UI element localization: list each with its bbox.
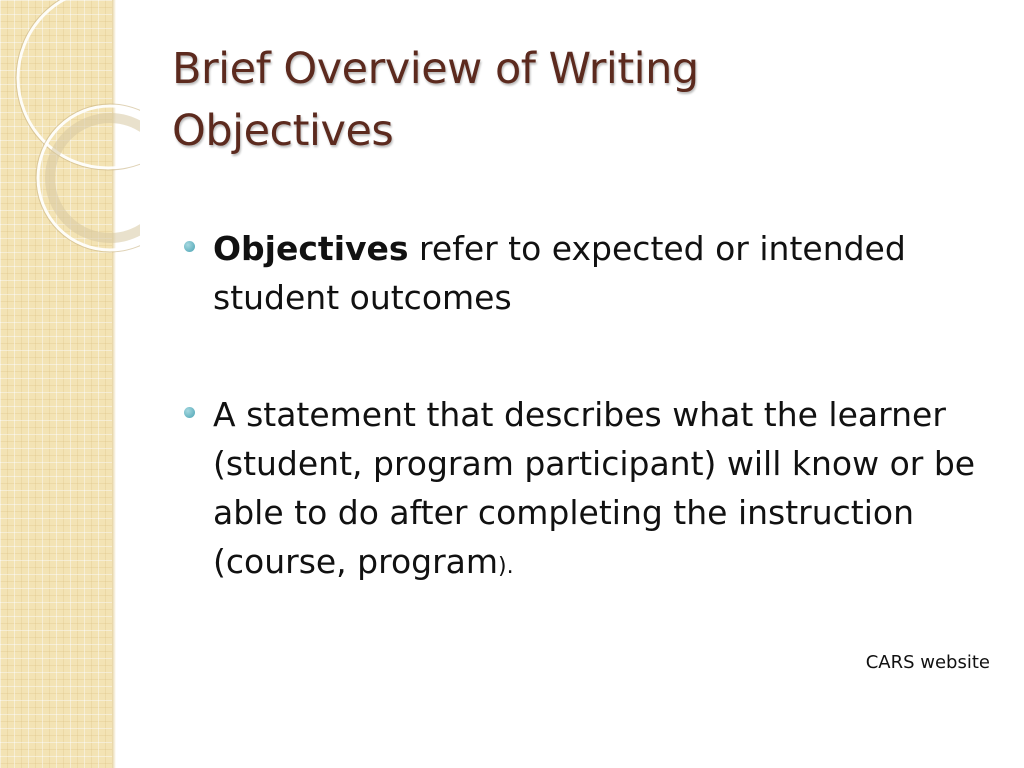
bullet-statement-definition <box>184 390 994 591</box>
source-citation: CARS website <box>865 652 990 673</box>
decorative-rings-graphic <box>0 0 140 260</box>
bullet-list <box>184 224 994 659</box>
slide-title: Brief Overview of Writing Objectives <box>172 44 699 156</box>
bold-term: Objectives <box>213 229 409 268</box>
bullet-dot-icon <box>184 241 195 252</box>
bullet-text: A statement that describes what the learner (student, program participant) will know or be able to do after completing the instruction (course, program <box>213 395 976 581</box>
bullet-objectives-definition <box>184 224 994 322</box>
bullet-text-tail: ). <box>498 554 514 579</box>
bullet-dot-icon <box>184 407 195 418</box>
bullet-text: refer to expected or intended student outcomes <box>213 229 906 317</box>
